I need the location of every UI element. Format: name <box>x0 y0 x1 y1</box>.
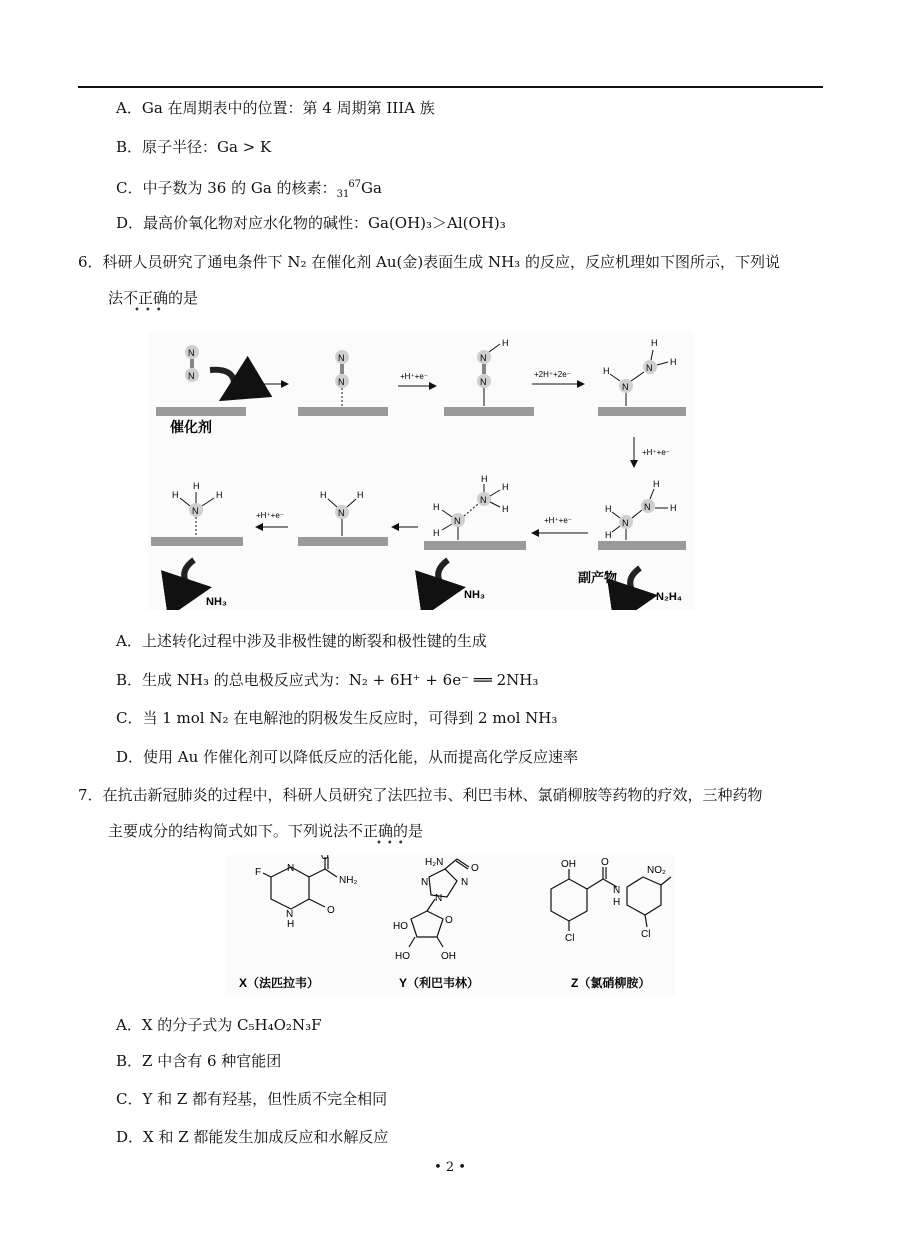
label-z: Z（氯硝柳胺） <box>571 976 651 990</box>
svg-text:O: O <box>471 863 479 874</box>
svg-text:O: O <box>445 915 453 926</box>
svg-text:N: N <box>622 382 629 392</box>
stage-nh3-adsorbed <box>172 481 223 536</box>
svg-text:H: H <box>433 528 440 538</box>
q6-stem-line2: 法不正确的是 <box>108 289 199 307</box>
q5-option-c-mass-number: 67 <box>348 179 362 190</box>
svg-text:F: F <box>255 867 262 878</box>
svg-text:N: N <box>421 877 429 888</box>
svg-text:H: H <box>653 479 660 489</box>
structures-diagram <box>225 855 675 995</box>
svg-text:N: N <box>287 863 295 874</box>
byproduct-label: 副产物 <box>578 570 618 585</box>
svg-text:H: H <box>605 504 612 514</box>
label-x: X（法匹拉韦） <box>239 976 320 990</box>
structure-z <box>551 867 671 931</box>
svg-text:Cl: Cl <box>565 933 575 944</box>
svg-text:H: H <box>193 481 200 491</box>
svg-text:N: N <box>286 909 294 920</box>
q6-option-d: D．使用 Au 作催化剂可以降低反应的活化能，从而提高化学反应速率 <box>116 748 579 766</box>
nh3-release-arrow-2 <box>184 560 206 588</box>
stage-free-n2 <box>185 345 234 398</box>
catalyst-surface-6 <box>424 541 526 550</box>
q6-option-c: C．当 1 mol N₂ 在电解池的阴极发生反应时，可得到 2 mol NH₃ <box>116 709 558 727</box>
svg-text:O: O <box>321 855 329 862</box>
svg-text:N: N <box>192 506 199 516</box>
header-rule <box>78 86 823 88</box>
nh3-release-arrow-1 <box>438 560 460 588</box>
step3-label: +H⁺+e⁻ <box>642 448 671 457</box>
catalyst-surface-2 <box>298 407 388 416</box>
svg-text:H: H <box>670 357 677 367</box>
page-number: • 2 • <box>434 1160 466 1175</box>
svg-text:H: H <box>603 366 610 376</box>
stage-nnh <box>477 338 509 406</box>
svg-text:H: H <box>613 897 621 908</box>
n2h4-label: N₂H₄ <box>656 591 683 603</box>
reaction-mechanism-figure <box>148 332 694 610</box>
svg-text:H: H <box>433 502 440 512</box>
svg-text:H: H <box>502 338 509 348</box>
q5-option-b: B．原子半径：Ga > K <box>116 138 272 156</box>
svg-text:OH: OH <box>441 951 456 962</box>
q5-option-c-text: C．中子数为 36 的 Ga 的核素： <box>116 179 337 197</box>
catalyst-surface-5 <box>598 541 686 550</box>
stage-nh2nh2 <box>605 479 677 540</box>
svg-text:N: N <box>454 516 461 526</box>
emphasis-dots: ••• <box>376 838 409 849</box>
label-y: Y（利巴韦林） <box>399 976 480 990</box>
q7-option-d: D．X 和 Z 都能发生加成反应和水解反应 <box>116 1128 389 1146</box>
svg-text:N: N <box>480 495 487 505</box>
svg-text:N: N <box>644 502 651 512</box>
q5-option-c-atomic-number: 31 <box>336 189 350 200</box>
q6-stem-line1: 6．科研人员研究了通电条件下 N₂ 在催化剂 Au(金)表面生成 NH₃ 的反应，反应机理如下图所示，下列说 <box>78 253 780 271</box>
q6-option-a: A．上述转化过程中涉及非极性键的断裂和极性键的生成 <box>116 632 487 650</box>
svg-text:N: N <box>435 893 443 904</box>
svg-text:N: N <box>646 363 653 373</box>
svg-text:N: N <box>188 371 195 381</box>
svg-text:H: H <box>216 490 223 500</box>
step2-label: +2H⁺+2e⁻ <box>534 370 571 379</box>
nh3-label-1: NH₃ <box>464 589 485 601</box>
stage-adsorbed-n2 <box>335 350 349 406</box>
svg-text:N: N <box>338 353 345 363</box>
svg-text:H: H <box>651 338 658 348</box>
svg-text:NO₂: NO₂ <box>647 865 666 876</box>
stage-nh2 <box>320 490 364 536</box>
svg-text:H₂N: H₂N <box>425 857 444 868</box>
catalyst-surface-3 <box>444 407 534 416</box>
svg-text:O: O <box>327 905 335 916</box>
emphasis-dots: ••• <box>134 305 167 316</box>
q7-stem-line1: 7．在抗击新冠肺炎的过程中，科研人员研究了法匹拉韦、利巴韦林、氯硝柳胺等药物的疗效，三种药物 <box>78 786 763 804</box>
svg-text:N: N <box>188 348 195 358</box>
step4-label: +H⁺+e⁻ <box>544 516 573 525</box>
stage-nhnh2 <box>603 338 677 406</box>
stage-nh2-nh3 <box>433 474 509 540</box>
n2h4-release-arrow <box>630 568 652 596</box>
catalyst-surface-4 <box>598 407 686 416</box>
svg-text:HO: HO <box>393 921 408 932</box>
svg-text:N: N <box>480 353 487 363</box>
svg-text:H: H <box>502 504 509 514</box>
svg-text:H: H <box>320 490 327 500</box>
svg-text:H: H <box>287 919 295 930</box>
adsorb-arrow <box>210 370 234 398</box>
q7-option-b: B．Z 中含有 6 种官能团 <box>116 1052 282 1070</box>
svg-text:H: H <box>357 490 364 500</box>
svg-text:H: H <box>481 474 488 484</box>
svg-text:H: H <box>502 482 509 492</box>
mechanism-diagram <box>148 332 694 610</box>
svg-text:N: N <box>613 885 621 896</box>
q5-option-c <box>116 175 382 205</box>
svg-text:H: H <box>605 530 612 540</box>
q7-stem-line2: 主要成分的结构简式如下。下列说法不正确的是 <box>108 822 424 840</box>
svg-text:H: H <box>670 503 677 513</box>
svg-text:H: H <box>172 490 179 500</box>
step1-label: +H⁺+e⁻ <box>400 372 429 381</box>
svg-text:NH₂: NH₂ <box>339 875 358 886</box>
q5-option-a: A．Ga 在周期表中的位置：第 4 周期第 IIIA 族 <box>116 99 435 117</box>
svg-text:OH: OH <box>561 859 576 870</box>
drug-structures-figure <box>225 855 675 995</box>
svg-text:N: N <box>461 877 469 888</box>
q6-option-b: B．生成 NH₃ 的总电极反应式为：N₂ + 6H⁺ + 6e⁻ ══ 2NH₃ <box>116 671 539 689</box>
structure-x <box>263 857 337 909</box>
q5-option-d: D．最高价氧化物对应水化物的碱性：Ga(OH)₃＞Al(OH)₃ <box>116 214 506 232</box>
catalyst-surface-7 <box>298 537 388 546</box>
svg-text:N: N <box>338 377 345 387</box>
svg-text:O: O <box>601 857 609 868</box>
svg-text:Cl: Cl <box>641 929 651 940</box>
step5-label: +H⁺+e⁻ <box>256 511 285 520</box>
catalyst-surface-8 <box>151 537 243 546</box>
svg-text:HO: HO <box>395 951 410 962</box>
q7-option-a: A．X 的分子式为 C₅H₄O₂N₃F <box>116 1016 322 1034</box>
q5-option-c-symbol: Ga <box>361 179 382 197</box>
svg-text:N: N <box>622 518 629 528</box>
q7-option-c: C．Y 和 Z 都有羟基，但性质不完全相同 <box>116 1090 388 1108</box>
catalyst-label: 催化剂 <box>170 419 212 435</box>
catalyst-surface-1 <box>156 407 246 416</box>
svg-text:N: N <box>338 508 345 518</box>
svg-text:N: N <box>480 377 487 387</box>
nh3-label-2: NH₃ <box>206 596 227 608</box>
